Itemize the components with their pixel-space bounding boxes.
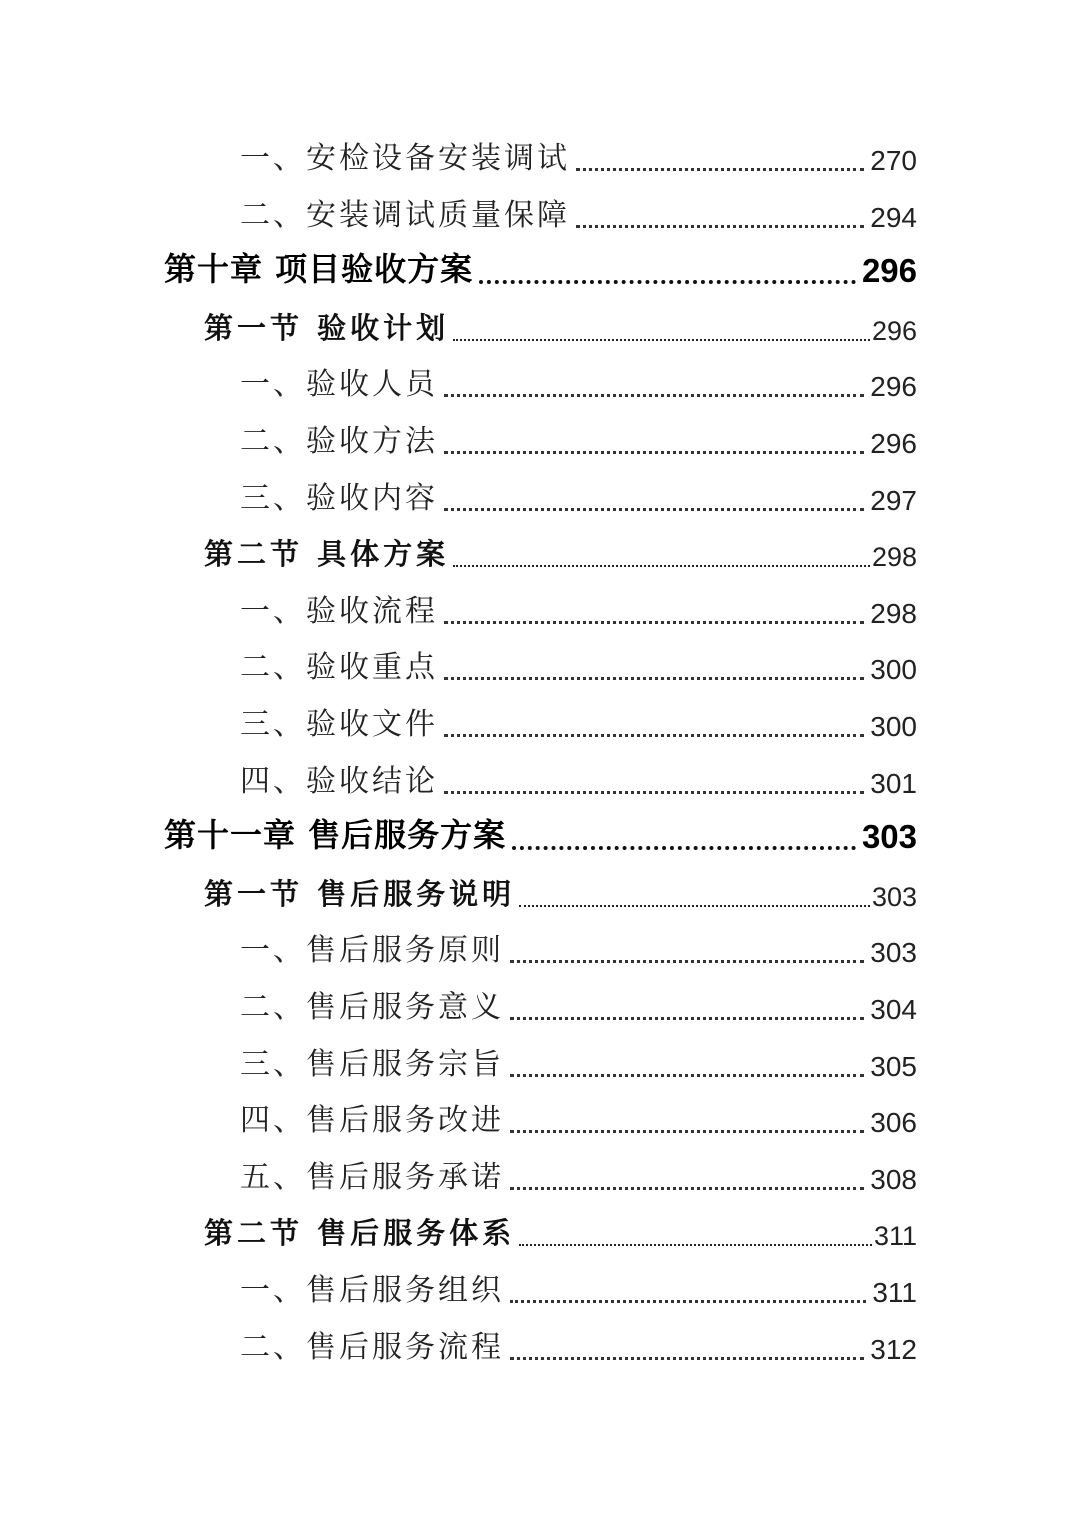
toc-dot-leader	[510, 1300, 866, 1303]
toc-entry-item[interactable]	[240, 754, 917, 810]
toc-page-number: 303	[861, 818, 917, 856]
toc-dot-leader	[519, 1244, 872, 1246]
toc-entry-title: 一、安检设备安装调试	[240, 141, 570, 176]
toc-dot-leader	[510, 1187, 864, 1190]
toc-page-number: 296	[870, 371, 917, 403]
toc-dot-leader	[479, 280, 856, 284]
toc-entry-item[interactable]	[240, 1263, 917, 1319]
toc-entry-item[interactable]	[240, 1093, 917, 1149]
toc-dot-leader	[444, 394, 864, 397]
toc-dot-leader	[510, 1130, 864, 1133]
toc-entry-item[interactable]	[240, 640, 917, 696]
toc-page-number: 296	[870, 428, 917, 459]
toc-dot-leader	[444, 508, 864, 511]
toc-entry-chapter[interactable]	[164, 244, 917, 300]
toc-entry-item[interactable]	[240, 923, 917, 979]
toc-entry-title: 五、售后服务承诺	[240, 1159, 504, 1195]
toc-dot-leader	[510, 960, 864, 963]
toc-page-number: 296	[861, 252, 917, 290]
toc-entry-title: 一、售后服务组织	[240, 1273, 504, 1308]
toc-entry-title: 一、售后服务原则	[240, 933, 504, 969]
toc-entry-title: 四、验收结论	[240, 763, 438, 799]
toc-dot-leader	[444, 734, 864, 737]
toc-page-number: 297	[870, 484, 917, 516]
toc-dot-leader	[576, 168, 864, 171]
toc-entry-item[interactable]	[240, 131, 917, 187]
toc-dot-leader	[512, 846, 856, 850]
toc-entry-title: 第十章 项目验收方案	[164, 250, 474, 289]
toc-entry-title: 二、验收重点	[240, 650, 438, 686]
toc-dot-leader	[519, 905, 870, 907]
toc-page-number: 312	[870, 1333, 917, 1365]
toc-dot-leader	[444, 791, 864, 794]
toc-page-number: 298	[870, 597, 917, 629]
toc-entry-title: 三、售后服务宗旨	[240, 1046, 504, 1082]
toc-page-number: 311	[873, 1221, 917, 1252]
toc-page-number: 300	[870, 711, 917, 742]
toc-entry-section[interactable]	[204, 301, 917, 357]
toc-entry-title: 四、售后服务改进	[240, 1103, 504, 1139]
toc-entry-section[interactable]	[204, 867, 917, 923]
toc-page-number: 296	[871, 315, 917, 346]
toc-entry-title: 二、安装调试质量保障	[240, 197, 570, 233]
toc-dot-leader	[510, 1017, 864, 1020]
toc-dot-leader	[444, 451, 864, 454]
toc-dot-leader	[453, 565, 870, 567]
toc-page-number: 303	[871, 881, 917, 912]
toc-entry-title: 三、验收文件	[240, 707, 438, 742]
toc-dot-leader	[510, 1357, 864, 1360]
toc-page-number: 311	[872, 1277, 917, 1308]
toc-entry-title: 第二节 售后服务体系	[204, 1216, 516, 1251]
toc-entry-title: 一、验收流程	[240, 593, 438, 629]
toc-entry-title: 第一节 验收计划	[204, 310, 450, 345]
toc-entry-item[interactable]	[240, 980, 917, 1036]
toc-entry-title: 第十一章 售后服务方案	[164, 816, 507, 855]
toc-entry-title: 第二节 具体方案	[204, 537, 450, 572]
toc-page-number: 294	[870, 201, 917, 233]
toc-entry-chapter[interactable]	[164, 810, 917, 866]
toc-entry-title: 三、验收内容	[240, 480, 438, 516]
toc-entry-item[interactable]	[240, 1150, 917, 1206]
toc-entry-item[interactable]	[240, 471, 917, 527]
toc-page-number: 306	[870, 1107, 917, 1139]
toc-entry-title: 二、售后服务流程	[240, 1329, 504, 1365]
toc-dot-leader	[576, 225, 864, 228]
toc-page-number: 304	[870, 994, 917, 1025]
toc-entry-section[interactable]	[204, 527, 917, 583]
toc-entry-item[interactable]	[240, 697, 917, 753]
toc-entry-item[interactable]	[240, 357, 917, 413]
toc-entry-item[interactable]	[240, 1320, 917, 1376]
toc-page-number: 308	[870, 1163, 917, 1195]
toc-dot-leader	[453, 339, 870, 341]
toc-entry-item[interactable]	[240, 1037, 917, 1093]
toc-page-number: 301	[870, 767, 917, 799]
toc-entry-title: 二、验收方法	[240, 424, 438, 459]
toc-dot-leader	[510, 1074, 864, 1077]
toc-entry-title: 第一节 售后服务说明	[204, 876, 516, 911]
toc-dot-leader	[444, 677, 864, 680]
toc-entry-section[interactable]	[204, 1206, 917, 1262]
toc-entry-item[interactable]	[240, 584, 917, 640]
toc-entry-item[interactable]	[240, 414, 917, 470]
toc-page-number: 270	[870, 145, 917, 176]
toc-dot-leader	[444, 621, 864, 624]
toc-entry-title: 一、验收人员	[240, 367, 438, 403]
toc-page-number: 300	[870, 654, 917, 686]
toc-entry-item[interactable]	[240, 188, 917, 244]
toc-page-number: 298	[871, 542, 917, 573]
toc-entry-title: 二、售后服务意义	[240, 990, 504, 1025]
toc-page-number: 305	[870, 1050, 917, 1082]
toc-page-number: 303	[870, 937, 917, 969]
